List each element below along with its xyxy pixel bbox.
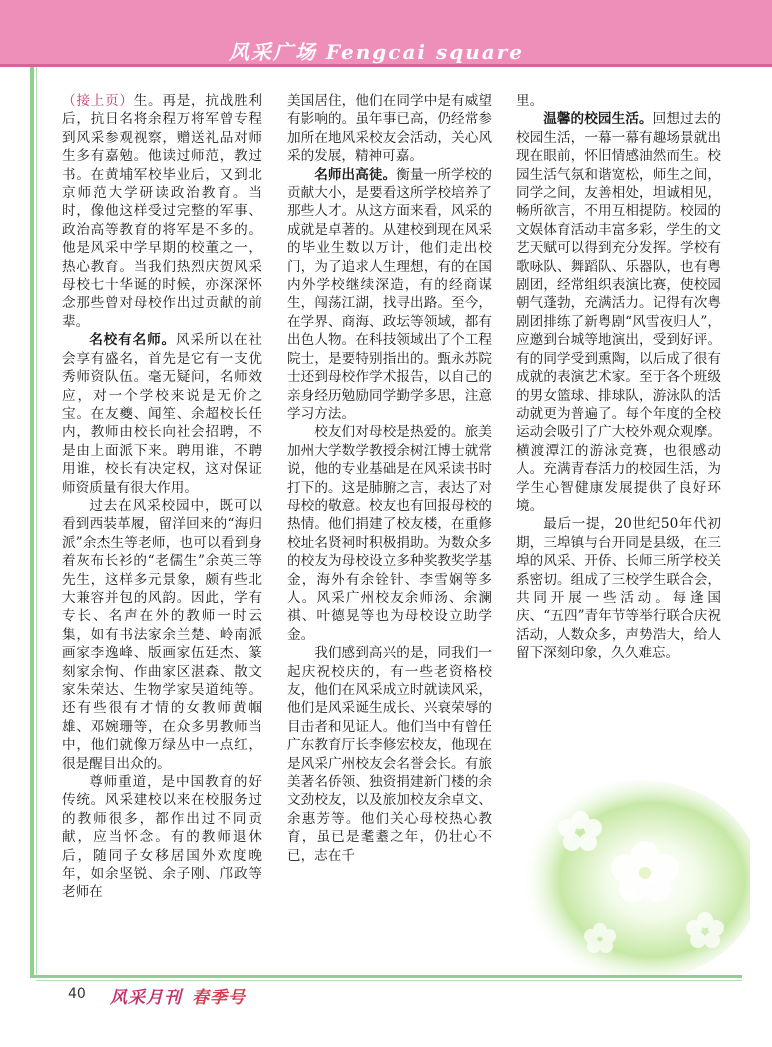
- section-title: 风采广场 Fengcai square: [228, 40, 524, 64]
- left-border-rule-inner: [36, 67, 37, 977]
- issue-name: 春季号: [192, 988, 246, 1008]
- paragraph-text: 风采所以在社会享有盛名，首先是它有一支优秀师资队伍。毫无疑问，名师效应，对一个学校来说是无价之宝。在友夔、闻笙、余超校长任内，教师由校长向社会招聘，不是由上面派下来。聘用谁，不聘用谁，校长有决定权，这对保证师资质量有很大作用。: [62, 332, 263, 496]
- paragraph-heading: 名校有名师。: [89, 332, 177, 349]
- paragraph: 尊师重道，是中国教育的好传统。风采建校以来在校服务过的教师很多，都作出过不同贡献，应当怀念。有的教师退休后，随同子女移居国外欢度晚年，如余坚锐、余子刚、邝政等老师在: [62, 774, 262, 901]
- paragraph: [62, 331, 262, 497]
- paragraph: [287, 166, 492, 424]
- continued-tag: （接上页）: [62, 93, 134, 109]
- paragraph-text: 生。再是，抗战胜利后，抗日名将余程万将军曾专程到风采参观视察，赠送礼品对师生多有嘉勉。他读过师范，教过书。在黄埔军校毕业后，又到北京师范大学研读政治教育。当时，像他这样受过完整的军事、政治高等教育的将军是不多的。他是风采中学早期的校董之一，热心教育。当我们热烈庆贺风采母校七十华诞的时候，亦深深怀念那些曾对母校作出过贡献的前辈。: [62, 93, 263, 330]
- paragraph: 里。: [516, 93, 544, 109]
- paragraph: 我们感到高兴的是，同我们一起庆祝校庆的，有一些老资格校友，他们在风采成立时就读风采，他们是风采诞生成长、兴衰荣辱的目击者和见证人。他们当中有曾任广东教育厅长李修宏校友，他现在是风采广州校友会名誉会长。有旅美著名侨领、独资捐建新门楼的余文劲校友，以及旅加校友余卓文、余惠芳等。他们关心母校热心教育，虽已是耄耋之年，仍壮心不已，志在千: [287, 645, 492, 864]
- paragraph-heading: 名师出高徒。: [314, 166, 397, 183]
- left-border-rule: [30, 67, 34, 977]
- text-column-3: [516, 92, 721, 663]
- paragraph: 过去在风采校园中，既可以看到西装革履，留洋回来的“海归派”余杰生等老师，也可以看到身着灰布长衫的“老儒生”余英三等先生，这样多元景象，颇有些北大兼容并包的风韵。因此，学有专长、名声在外的教师一时云集，如有书法家余兰楚、岭南派画家李逸峰、版画家伍廷杰、篆刻家余恂、作曲家区湛森、散文家朱荣达、生物学家吴道纯等。还有些很有才情的女教师黄帼雄、邓婉珊等，在众多男教师当中，他们就像万绿丛中一点红，很是醒目出众的。: [62, 497, 262, 772]
- paragraph-text: 回想过去的校园生活，一幕一幕有趣场景就出现在眼前，怀旧情感油然而生。校园生活气氛和谐宽松，师生之间，同学之间，友善相处，坦诚相见，畅所欲言，不用互相提防。校园的文娱体育活动丰富多彩，学生的文艺天赋可以得到充分发挥。学校有歌咏队、舞蹈队、乐器队，也有粤剧团，经常组织表演比赛，使校园朝气蓬勃，充满活力。记得有次粤剧团排练了新粤剧“风雪夜归人”，应邀到台城等地演出，受到好评。有的同学受到熏陶，以后成了很有成就的表演艺术家。至于各个班级的男女篮球、排球队，游泳队的活动就更为普遍了。每个年度的全校运动会吸引了广大校外观众观摩。横渡潭江的游泳竞赛，也很感动人。充满青春活力的校园生活，为学生心智健康发展提供了良好环境。: [516, 111, 722, 514]
- text-column-1: [62, 92, 262, 902]
- paragraph-heading: 温馨的校园生活。: [543, 111, 653, 128]
- paragraph-text: 衡量一所学校的贡献大小，是要看这所学校培养了那些人才。从这方面来看，风采的成就是卓著的。从建校到现在风采的毕业生数以万计，他们走出校门，为了追求人生理想，有的在国内外学校继续深造，有的经商谋生，闯荡江湖，找寻出路。至今，在学界、商海、政坛等领域，都有出色人物。在科技领域出了个工程院士，是要特别指出的。甄永苏院士还到母校作学术报告，以自己的亲身经历勉励同学勤学多思，注意学习方法。: [287, 166, 492, 422]
- paragraph: 最后一提，20世纪50年代初期，三埠镇与台开同是县级，在三埠的风采、开侨、长师三所学校关系密切。组成了三校学生联合会，共同开展一些活动。每逢国庆、“五四”青年节等举行联合庆祝活动，人数众多，声势浩大，给人留下深刻印象，久久难忘。: [516, 516, 721, 662]
- flower-decoration-icon: [505, 760, 750, 975]
- bottom-border-rule: [30, 975, 742, 978]
- paragraph: [516, 110, 721, 515]
- paragraph: 美国居住，他们在同学中是有威望有影响的。虽年事已高，仍经常参加所在地风采校友会活动，关心风采的发展，精神可嘉。: [287, 93, 492, 165]
- text-column-2: [287, 92, 492, 865]
- magazine-name: 风采月刊: [110, 988, 182, 1008]
- paragraph: 校友们对母校是热爱的。旅美加州大学数学教授余树江博士就常说，他的专业基础是在风采读书时打下的。这是肺腑之言，表达了对母校的敬意。校友也有回报母校的热情。他们捐建了校友楼，在重修校址名贤祠时积极捐助。为数众多的校友为母校设立多种奖教奖学基金，海外有余铨针、李雪娴等多人。风采广州校友余师汤、余澜祺、叶德晃等也为母校设立助学金。: [287, 424, 492, 643]
- bottom-border-rule-inner: [36, 980, 742, 981]
- page-number: 40: [68, 986, 86, 1002]
- paragraph: [62, 92, 262, 331]
